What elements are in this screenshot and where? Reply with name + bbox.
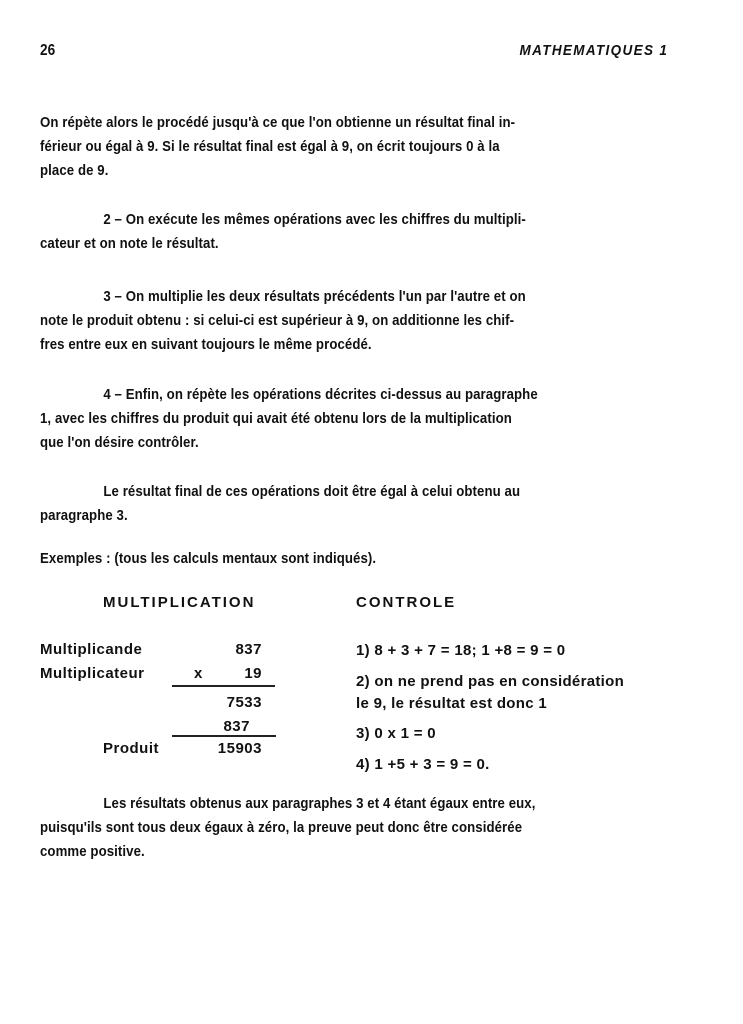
page-number: 26 [40, 42, 56, 59]
paragraph-examples-intro [40, 547, 680, 571]
text-line: fres entre eux en suivant toujours le même procédé. [40, 336, 372, 353]
produit-value: 15903 [217, 740, 262, 757]
controle-step-2-continued: le 9, le résultat est donc 1 [356, 695, 547, 712]
controle-step-2: 2) on ne prend pas en considération [356, 673, 625, 690]
text-line: 1, avec les chiffres du produit qui avait été obtenu lors de la multiplication [40, 410, 512, 427]
produit-label: Produit [103, 740, 159, 757]
text-line: Exemples : (tous les calculs mentaux sont indiqués). [40, 550, 377, 567]
partial-product-2: 837 [223, 718, 250, 735]
multiplicande-label: Multiplicande [40, 641, 143, 658]
text-line: comme positive. [40, 843, 145, 860]
paragraph-procedure-repeat [40, 111, 680, 183]
multiplication-heading: MULTIPLICATION [103, 594, 256, 611]
partial-product-1: 7533 [226, 694, 262, 711]
calc-rule-1 [172, 685, 275, 687]
paragraph-step-3 [40, 285, 680, 357]
running-title: MATHEMATIQUES 1 [519, 42, 668, 59]
page-header [40, 42, 668, 64]
paragraph-conclusion [40, 792, 680, 864]
text-line: On répète alors le procédé jusqu'à ce que l'on obtienne un résultat final in- [40, 114, 516, 131]
text-line: 3 – On multiplie les deux résultats précédents l'un par l'autre et on [103, 288, 526, 305]
controle-step-4: 4) 1 +5 + 3 = 9 = 0. [356, 756, 490, 773]
controle-step-3: 3) 0 x 1 = 0 [356, 725, 436, 742]
multiplicateur-label: Multiplicateur [40, 665, 145, 682]
text-line: place de 9. [40, 162, 109, 179]
paragraph-step-2 [40, 208, 680, 256]
text-line: Le résultat final de ces opérations doit être égal à celui obtenu au [103, 483, 521, 500]
calc-rule-2 [172, 735, 276, 737]
text-line: 2 – On exécute les mêmes opérations avec les chiffres du multipli- [103, 211, 526, 228]
multiply-operator: x [194, 665, 203, 682]
multiplicateur-value: 19 [244, 665, 262, 682]
text-line: Les résultats obtenus aux paragraphes 3 et 4 étant égaux entre eux, [103, 795, 536, 812]
text-line: 4 – Enfin, on répète les opérations décrites ci-dessus au paragraphe [103, 386, 538, 403]
paragraph-step-4 [40, 383, 680, 455]
text-line: puisqu'ils sont tous deux égaux à zéro, la preuve peut donc être considérée [40, 819, 523, 836]
text-line: note le produit obtenu : si celui-ci est supérieur à 9, on additionne les chif- [40, 312, 515, 329]
text-line: férieur ou égal à 9. Si le résultat final est égal à 9, on écrit toujours 0 à la [40, 138, 500, 155]
text-line: cateur et on note le résultat. [40, 235, 219, 252]
paragraph-final-result [40, 480, 680, 528]
text-line: que l'on désire contrôler. [40, 434, 199, 451]
multiplicande-value: 837 [235, 641, 262, 658]
controle-heading: CONTROLE [356, 594, 457, 611]
text-line: paragraphe 3. [40, 507, 128, 524]
controle-step-1: 1) 8 + 3 + 7 = 18; 1 +8 = 9 = 0 [356, 642, 566, 659]
